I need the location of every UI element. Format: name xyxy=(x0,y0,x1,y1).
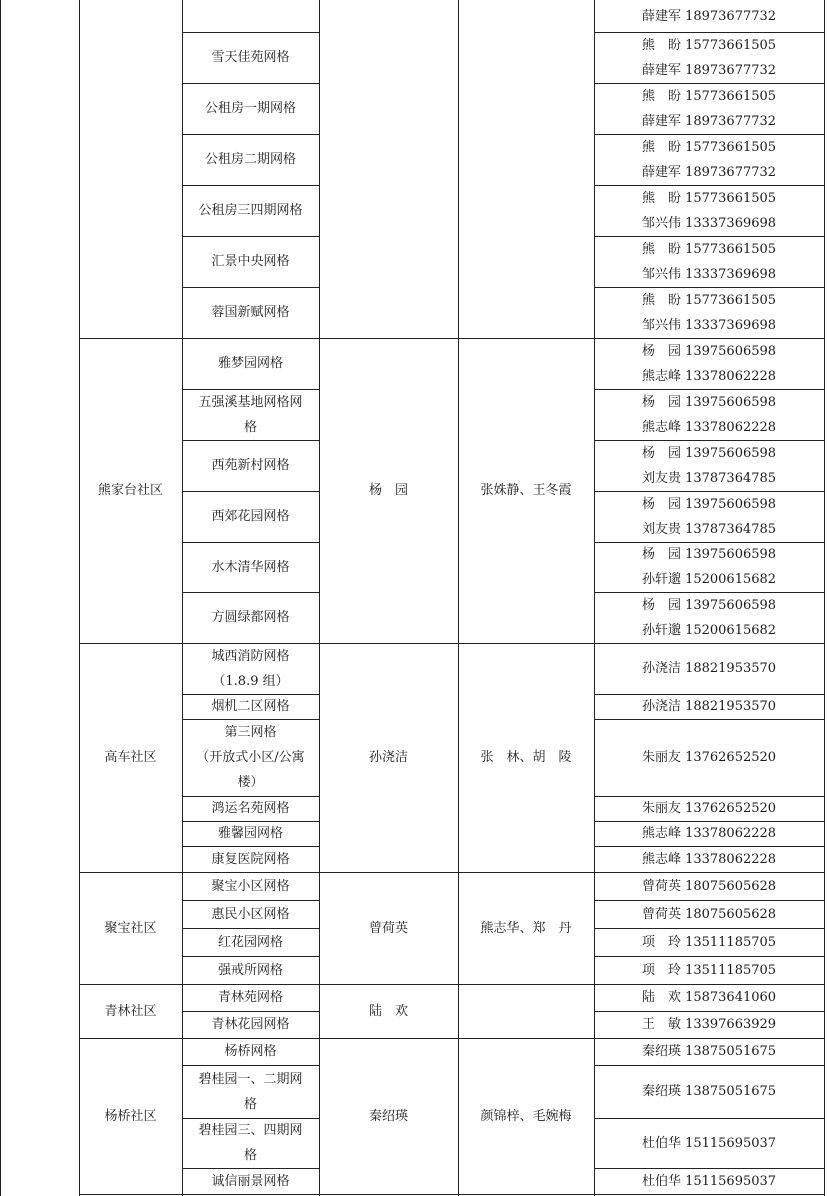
group-rule xyxy=(79,1038,182,1039)
grid-name-cell xyxy=(182,872,319,900)
group-rule xyxy=(319,984,594,985)
row-rule xyxy=(182,32,319,33)
grid-name-cell xyxy=(182,643,319,694)
community-staff-cell-line: 熊志华、郑 丹 xyxy=(480,920,572,936)
grid-name-cell xyxy=(182,956,319,984)
contact-cell-line: 项 玲 13511185705 xyxy=(641,962,777,978)
row-rule xyxy=(182,796,319,797)
community-name-cell xyxy=(79,338,182,643)
contact-cell xyxy=(594,236,824,287)
grid-name-cell-line: 雅馨园网格 xyxy=(217,826,283,841)
row-rule xyxy=(182,491,319,492)
row-rule xyxy=(594,643,824,644)
grid-name-cell xyxy=(182,185,319,236)
grid-name-cell-line: 城西消防网格 xyxy=(211,648,290,664)
grid-name-cell-line: 格 xyxy=(243,419,257,435)
community-staff-cell-line: 张姝静、王冬霞 xyxy=(480,483,572,498)
grid-name-cell-line: 碧桂园三、四期网 xyxy=(198,1123,303,1138)
contact-cell-line: 熊志峰 13378062228 xyxy=(641,826,777,841)
column-rule xyxy=(824,0,825,1196)
grid-name-cell xyxy=(182,83,319,134)
contact-cell xyxy=(594,83,824,134)
row-rule xyxy=(594,796,824,797)
row-rule xyxy=(182,900,319,901)
grid-name-cell-line: 雪天佳苑网格 xyxy=(211,50,290,65)
row-rule xyxy=(182,984,319,985)
grid-name-cell-line: 惠民小区网格 xyxy=(211,906,290,922)
grid-name-cell xyxy=(182,491,319,542)
contact-cell-line: 杨 园 13975606598 xyxy=(641,343,777,359)
contact-cell xyxy=(594,796,824,821)
row-rule xyxy=(182,872,319,873)
grid-name-cell-line: （开放式小区/公寓 xyxy=(196,750,305,765)
row-rule xyxy=(594,872,824,873)
contact-cell-line: 熊志峰 13378062228 xyxy=(641,851,777,867)
contact-cell-line: 朱丽友 13762652520 xyxy=(641,750,777,765)
community-head-cell-line: 秦绍瑛 xyxy=(368,1108,408,1124)
contact-cell xyxy=(594,491,824,542)
contact-cell-line: 杨 园 13975606598 xyxy=(641,496,777,512)
grid-name-cell-line: 公租房二期网格 xyxy=(204,152,296,167)
row-rule xyxy=(182,1065,319,1066)
contact-cell-line: 熊 盼 15773661505 xyxy=(641,88,777,104)
grid-name-cell-line: 鸿运名苑网格 xyxy=(211,801,290,816)
contact-cell xyxy=(594,846,824,872)
community-head-cell xyxy=(319,984,458,1038)
row-rule xyxy=(594,984,824,985)
grid-name-cell xyxy=(182,1038,319,1065)
contact-cell xyxy=(594,1065,824,1118)
group-rule xyxy=(79,1194,182,1195)
row-rule xyxy=(182,236,319,237)
grid-name-cell xyxy=(182,1065,319,1118)
group-rule xyxy=(319,643,594,644)
column-rule xyxy=(182,0,183,1196)
grid-name-cell-line: 格 xyxy=(243,1096,257,1112)
contact-cell-line: 邹兴伟 13337369698 xyxy=(641,215,777,231)
group-rule xyxy=(319,1038,594,1039)
contact-cell xyxy=(594,1038,824,1065)
contact-cell-line: 熊 盼 15773661505 xyxy=(641,139,777,155)
group-rule xyxy=(79,984,182,985)
contact-cell xyxy=(594,1168,824,1194)
contact-cell-line: 项 玲 13511185705 xyxy=(641,934,777,950)
grid-name-cell xyxy=(182,389,319,440)
community-head-cell-line: 孙浇洁 xyxy=(368,750,408,765)
row-rule xyxy=(182,83,319,84)
group-rule xyxy=(319,872,594,873)
community-head-cell-line: 陆 欢 xyxy=(368,1003,408,1019)
grid-name-cell-line: 五强溪基地网格网 xyxy=(198,394,303,410)
row-rule xyxy=(182,1038,319,1039)
community-name-cell-line: 青林社区 xyxy=(104,1003,157,1019)
grid-name-cell-line: 聚宝小区网格 xyxy=(211,878,290,894)
contact-cell-line: 曾荷英 18075605628 xyxy=(641,906,777,922)
group-rule xyxy=(319,1194,594,1195)
grid-name-cell-line: 方圆绿都网格 xyxy=(211,610,290,625)
community-name-cell-line: 杨桥社区 xyxy=(104,1108,157,1124)
row-rule xyxy=(594,846,824,847)
row-rule xyxy=(594,83,824,84)
row-rule xyxy=(594,1011,824,1012)
row-rule xyxy=(594,1065,824,1066)
contact-cell xyxy=(594,592,824,643)
community-name-cell xyxy=(79,984,182,1038)
grid-name-cell-line: 楼） xyxy=(237,775,264,790)
contact-cell-line: 孙浇洁 18821953570 xyxy=(641,699,777,714)
contact-cell-line: 秦绍瑛 13875051675 xyxy=(641,1044,777,1059)
row-rule xyxy=(594,719,824,720)
contact-cell-line: 陆 欢 15873641060 xyxy=(641,990,777,1005)
grid-name-cell xyxy=(182,287,319,338)
contact-cell-line: 薛建军 18973677732 xyxy=(641,62,777,78)
group-rule xyxy=(79,338,182,339)
grid-name-cell-line: 公租房一期网格 xyxy=(204,101,296,116)
row-rule xyxy=(594,32,824,33)
grid-name-cell xyxy=(182,236,319,287)
column-rule xyxy=(319,0,320,1196)
grid-name-cell-line: 红花园网格 xyxy=(217,934,283,950)
contact-cell xyxy=(594,872,824,900)
row-rule xyxy=(594,1168,824,1169)
grid-name-cell-line: 公租房三四期网格 xyxy=(198,203,303,218)
column-rule xyxy=(458,0,459,1196)
community-head-cell xyxy=(319,643,458,872)
contact-cell-line: 熊 盼 15773661505 xyxy=(641,190,777,206)
grid-name-cell-line: 诚信丽景网格 xyxy=(211,1173,290,1189)
contact-cell xyxy=(594,542,824,592)
row-rule xyxy=(594,287,824,288)
grid-name-cell xyxy=(182,134,319,185)
row-rule xyxy=(594,928,824,929)
column-rule xyxy=(594,0,595,1196)
contact-cell-line: 薛建军 18973677732 xyxy=(641,113,777,129)
contact-cell xyxy=(594,440,824,491)
contact-cell-line: 杜伯华 15115695037 xyxy=(641,1173,777,1189)
contact-cell xyxy=(594,32,824,83)
contact-cell-line: 薛建军 18973677732 xyxy=(641,8,777,24)
row-rule xyxy=(182,1011,319,1012)
row-rule xyxy=(182,542,319,543)
contact-cell xyxy=(594,0,824,32)
grid-name-cell xyxy=(182,796,319,821)
row-rule xyxy=(182,643,319,644)
row-rule xyxy=(594,491,824,492)
row-rule xyxy=(594,440,824,441)
grid-name-cell xyxy=(182,694,319,719)
grid-name-cell-line: 水木清华网格 xyxy=(211,559,290,575)
contact-cell xyxy=(594,1011,824,1038)
row-rule xyxy=(594,1038,824,1039)
contact-cell-line: 王 敏 13397663929 xyxy=(641,1017,777,1032)
contact-cell-line: 杨 园 13975606598 xyxy=(641,394,777,410)
contact-cell xyxy=(594,643,824,694)
grid-name-cell xyxy=(182,338,319,389)
contact-cell-line: 熊 盼 15773661505 xyxy=(641,292,777,308)
row-rule xyxy=(182,719,319,720)
contact-cell-line: 熊志峰 13378062228 xyxy=(641,368,777,384)
row-rule xyxy=(182,389,319,390)
grid-name-cell-line: 汇景中央网格 xyxy=(211,254,290,269)
contact-cell xyxy=(594,389,824,440)
row-rule xyxy=(182,338,319,339)
contact-cell xyxy=(594,956,824,984)
row-rule xyxy=(182,440,319,441)
grid-name-cell xyxy=(182,984,319,1011)
contact-cell xyxy=(594,134,824,185)
grid-name-cell-line: 格 xyxy=(243,1148,257,1163)
column-rule xyxy=(0,0,1,1196)
community-name-cell-line: 高车社区 xyxy=(104,750,157,765)
contact-cell-line: 秦绍瑛 13875051675 xyxy=(641,1084,777,1099)
grid-name-cell-line: 西郊花园网格 xyxy=(211,509,290,524)
contact-cell xyxy=(594,719,824,796)
contact-cell xyxy=(594,287,824,338)
community-name-cell-line: 聚宝社区 xyxy=(104,920,157,936)
row-rule xyxy=(594,592,824,593)
grid-name-cell-line: 青林苑网格 xyxy=(217,990,283,1005)
grid-name-cell xyxy=(182,846,319,872)
contact-cell xyxy=(594,338,824,389)
grid-name-cell-line: 雅梦园网格 xyxy=(217,356,283,371)
grid-name-cell xyxy=(182,440,319,491)
row-rule xyxy=(594,542,824,543)
row-rule xyxy=(182,928,319,929)
contact-cell-line: 刘友贵 13787364785 xyxy=(641,521,777,537)
contact-cell-line: 熊 盼 15773661505 xyxy=(641,241,777,257)
group-rule xyxy=(319,338,594,339)
community-staff-cell xyxy=(458,643,594,872)
row-rule xyxy=(594,1194,824,1195)
contact-cell xyxy=(594,984,824,1011)
grid-name-cell xyxy=(182,900,319,928)
group-rule xyxy=(79,872,182,873)
contact-cell-line: 孙轩邈 15200615682 xyxy=(641,572,777,587)
contact-cell xyxy=(594,900,824,928)
grid-name-cell xyxy=(182,719,319,796)
contact-cell-line: 杨 园 13975606598 xyxy=(641,597,777,613)
community-staff-cell-line: 颜锦梓、毛婉梅 xyxy=(480,1108,572,1124)
row-rule xyxy=(182,1194,319,1195)
column-rule xyxy=(79,0,80,1196)
grid-name-cell-line: 第三网格 xyxy=(224,725,277,740)
row-rule xyxy=(182,134,319,135)
contact-cell-line: 熊志峰 13378062228 xyxy=(641,419,777,435)
contact-cell-line: 熊 盼 15773661505 xyxy=(641,37,777,53)
contact-cell xyxy=(594,821,824,846)
group-rule xyxy=(79,643,182,644)
community-head-cell xyxy=(319,338,458,643)
row-rule xyxy=(594,236,824,237)
contact-cell-line: 曾荷英 18075605628 xyxy=(641,878,777,894)
community-head-cell-line: 杨 园 xyxy=(368,483,408,498)
grid-name-cell-line: 康复医院网格 xyxy=(211,851,290,867)
row-rule xyxy=(594,338,824,339)
grid-name-cell xyxy=(182,1011,319,1038)
grid-name-cell xyxy=(182,542,319,592)
grid-name-cell-line: 西苑新村网格 xyxy=(211,458,290,473)
grid-name-cell-line: 蓉国新赋网格 xyxy=(211,305,290,320)
row-rule xyxy=(182,185,319,186)
grid-name-cell-line: （1.8.9 组） xyxy=(212,673,289,689)
grid-name-cell xyxy=(182,32,319,83)
row-rule xyxy=(182,592,319,593)
contact-cell-line: 邹兴伟 13337369698 xyxy=(641,317,777,333)
row-rule xyxy=(594,694,824,695)
contact-cell-line: 孙浇洁 18821953570 xyxy=(641,661,777,676)
row-rule xyxy=(182,1118,319,1119)
row-rule xyxy=(594,185,824,186)
row-rule xyxy=(594,134,824,135)
community-staff-cell xyxy=(458,872,594,984)
grid-name-cell-line: 烟机二区网格 xyxy=(211,699,290,714)
community-name-cell xyxy=(79,1038,182,1194)
grid-name-cell xyxy=(182,1118,319,1168)
community-staff-cell xyxy=(458,1038,594,1194)
grid-name-cell-line: 杨桥网格 xyxy=(224,1044,277,1059)
community-staff-cell xyxy=(458,338,594,643)
row-rule xyxy=(182,694,319,695)
grid-name-cell-line: 强戒所网格 xyxy=(217,962,283,978)
community-head-cell xyxy=(319,872,458,984)
grid-name-cell-line: 青林花园网格 xyxy=(211,1017,290,1032)
community-head-cell xyxy=(319,1038,458,1194)
grid-name-cell xyxy=(182,821,319,846)
community-name-cell xyxy=(79,643,182,872)
row-rule xyxy=(594,1118,824,1119)
row-rule xyxy=(594,821,824,822)
row-rule xyxy=(594,900,824,901)
contact-cell-line: 杜伯华 15115695037 xyxy=(641,1135,777,1151)
contact-cell xyxy=(594,694,824,719)
contact-cell xyxy=(594,185,824,236)
community-head-cell-line: 曾荷英 xyxy=(368,920,408,936)
grid-name-cell xyxy=(182,1168,319,1194)
community-name-cell-line: 熊家台社区 xyxy=(97,483,163,498)
grid-name-cell xyxy=(182,928,319,956)
contact-cell-line: 薛建军 18973677732 xyxy=(641,164,777,180)
contact-cell-line: 杨 园 13975606598 xyxy=(641,445,777,461)
contact-cell xyxy=(594,928,824,956)
community-name-cell xyxy=(79,872,182,984)
contact-cell-line: 刘友贵 13787364785 xyxy=(641,470,777,486)
grid-name-cell xyxy=(182,592,319,643)
row-rule xyxy=(182,821,319,822)
grid-name-cell-line: 碧桂园一、二期网 xyxy=(198,1071,303,1087)
row-rule xyxy=(182,1168,319,1169)
row-rule xyxy=(182,956,319,957)
row-rule xyxy=(594,956,824,957)
contact-cell xyxy=(594,1118,824,1168)
row-rule xyxy=(182,287,319,288)
row-rule xyxy=(182,846,319,847)
row-rule xyxy=(594,389,824,390)
contact-cell-line: 邹兴伟 13337369698 xyxy=(641,266,777,282)
contact-cell-line: 孙轩邈 15200615682 xyxy=(641,622,777,638)
contact-cell-line: 杨 园 13975606598 xyxy=(641,547,777,562)
contact-cell-line: 朱丽友 13762652520 xyxy=(641,801,777,816)
community-staff-cell-line: 张 林、胡 陵 xyxy=(480,750,572,765)
